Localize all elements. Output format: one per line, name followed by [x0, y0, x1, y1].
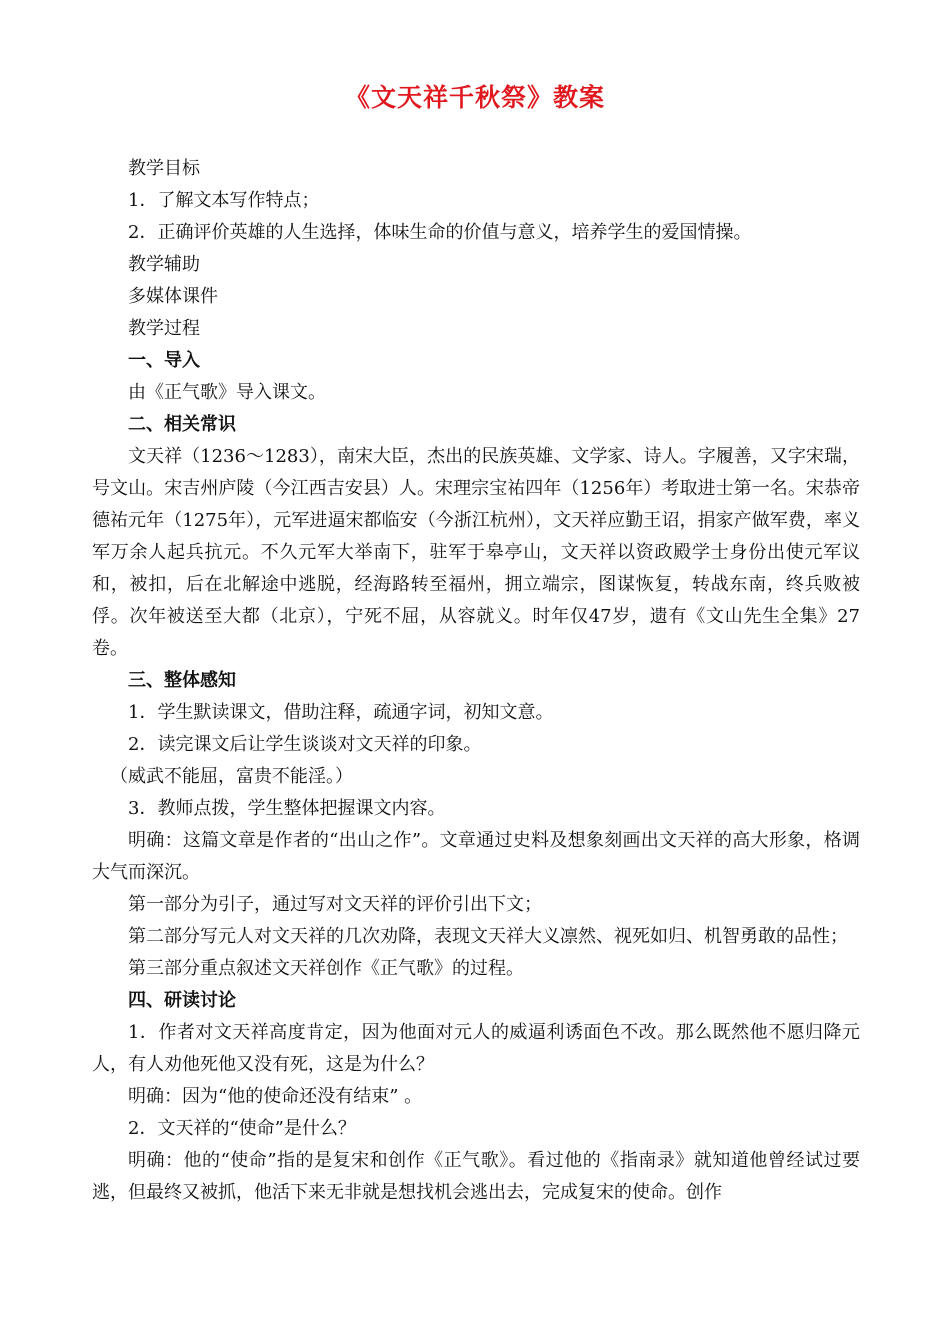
paragraph: 明确：这篇文章是作者的“出山之作”。文章通过史料及想象刻画出文天祥的高大形象，格调大气而深沉。	[92, 830, 860, 883]
paragraph: 教学过程	[128, 318, 200, 339]
document-title: 《文天祥千秋祭》教案	[344, 83, 605, 112]
paragraph: 1．学生默读课文，借助注释，疏通字词，初知文意。	[128, 702, 554, 723]
paragraph: 明确：他的“使命”指的是复宋和创作《正气歌》。看过他的《指南录》就知道他曾经试过要逃，但最终又被抓，他活下来无非就是想找机会逃出去，完成复宋的使命。创作	[92, 1150, 860, 1203]
section-heading: 四、研读讨论	[128, 990, 236, 1011]
paragraph: 教学辅助	[128, 254, 200, 275]
document-body	[92, 153, 860, 1209]
paragraph: （威武不能屈，富贵不能淫。）	[110, 766, 353, 787]
paragraph: 教学目标	[128, 158, 200, 179]
paragraph: 3．教师点拨，学生整体把握课文内容。	[128, 798, 446, 819]
paragraph: 由《正气歌》导入课文。	[128, 382, 326, 403]
paragraph: 多媒体课件	[128, 286, 218, 307]
paragraph: 第三部分重点叙述文天祥创作《正气歌》的过程。	[128, 958, 524, 979]
section-heading: 二、相关常识	[128, 414, 236, 435]
paragraph: 第二部分写元人对文天祥的几次劝降，表现文天祥大义凛然、视死如归、机智勇敢的品性；	[128, 926, 848, 947]
paragraph: 2．文天祥的“使命”是什么？	[128, 1118, 356, 1139]
paragraph: 文天祥（1236～1283），南宋大臣，杰出的民族英雄、文学家、诗人。字履善，又字宋瑞，号文山。宋吉州庐陵（今江西吉安县）人。宋理宗宝祐四年（1256年）考取进士第一名。宋恭帝德祐元年（1275年），元军进逼宋都临安（今浙江杭州），文天祥应勤王诏，捐家产做军费，率义军万余人起兵抗元。不久元军大举南下，驻军于皋亭山，文天祥以资政殿学士身份出使元军议和，被扣，后在北解途中逃脱，经海路转至福州，拥立端宗，图谋恢复，转战东南，终兵败被俘。次年被送至大都（北京），宁死不屈，从容就义。时年仅47岁，遗有《文山先生全集》27卷。	[92, 446, 860, 659]
paragraph: 明确：因为“他的使命还没有结束” 。	[128, 1086, 423, 1107]
paragraph: 2．正确评价英雄的人生选择，体味生命的价值与意义，培养学生的爱国情操。	[128, 222, 752, 243]
paragraph: 第一部分为引子，通过写对文天祥的评价引出下文；	[128, 894, 542, 915]
paragraph: 1．了解文本写作特点；	[128, 190, 320, 211]
section-heading: 三、整体感知	[128, 670, 236, 691]
paragraph: 2．读完课文后让学生谈谈对文天祥的印象。	[128, 734, 482, 755]
paragraph: 1．作者对文天祥高度肯定，因为他面对元人的威逼利诱面色不改。那么既然他不愿归降元人，有人劝他死他又没有死，这是为什么？	[92, 1022, 860, 1075]
section-heading: 一、导入	[128, 350, 200, 371]
